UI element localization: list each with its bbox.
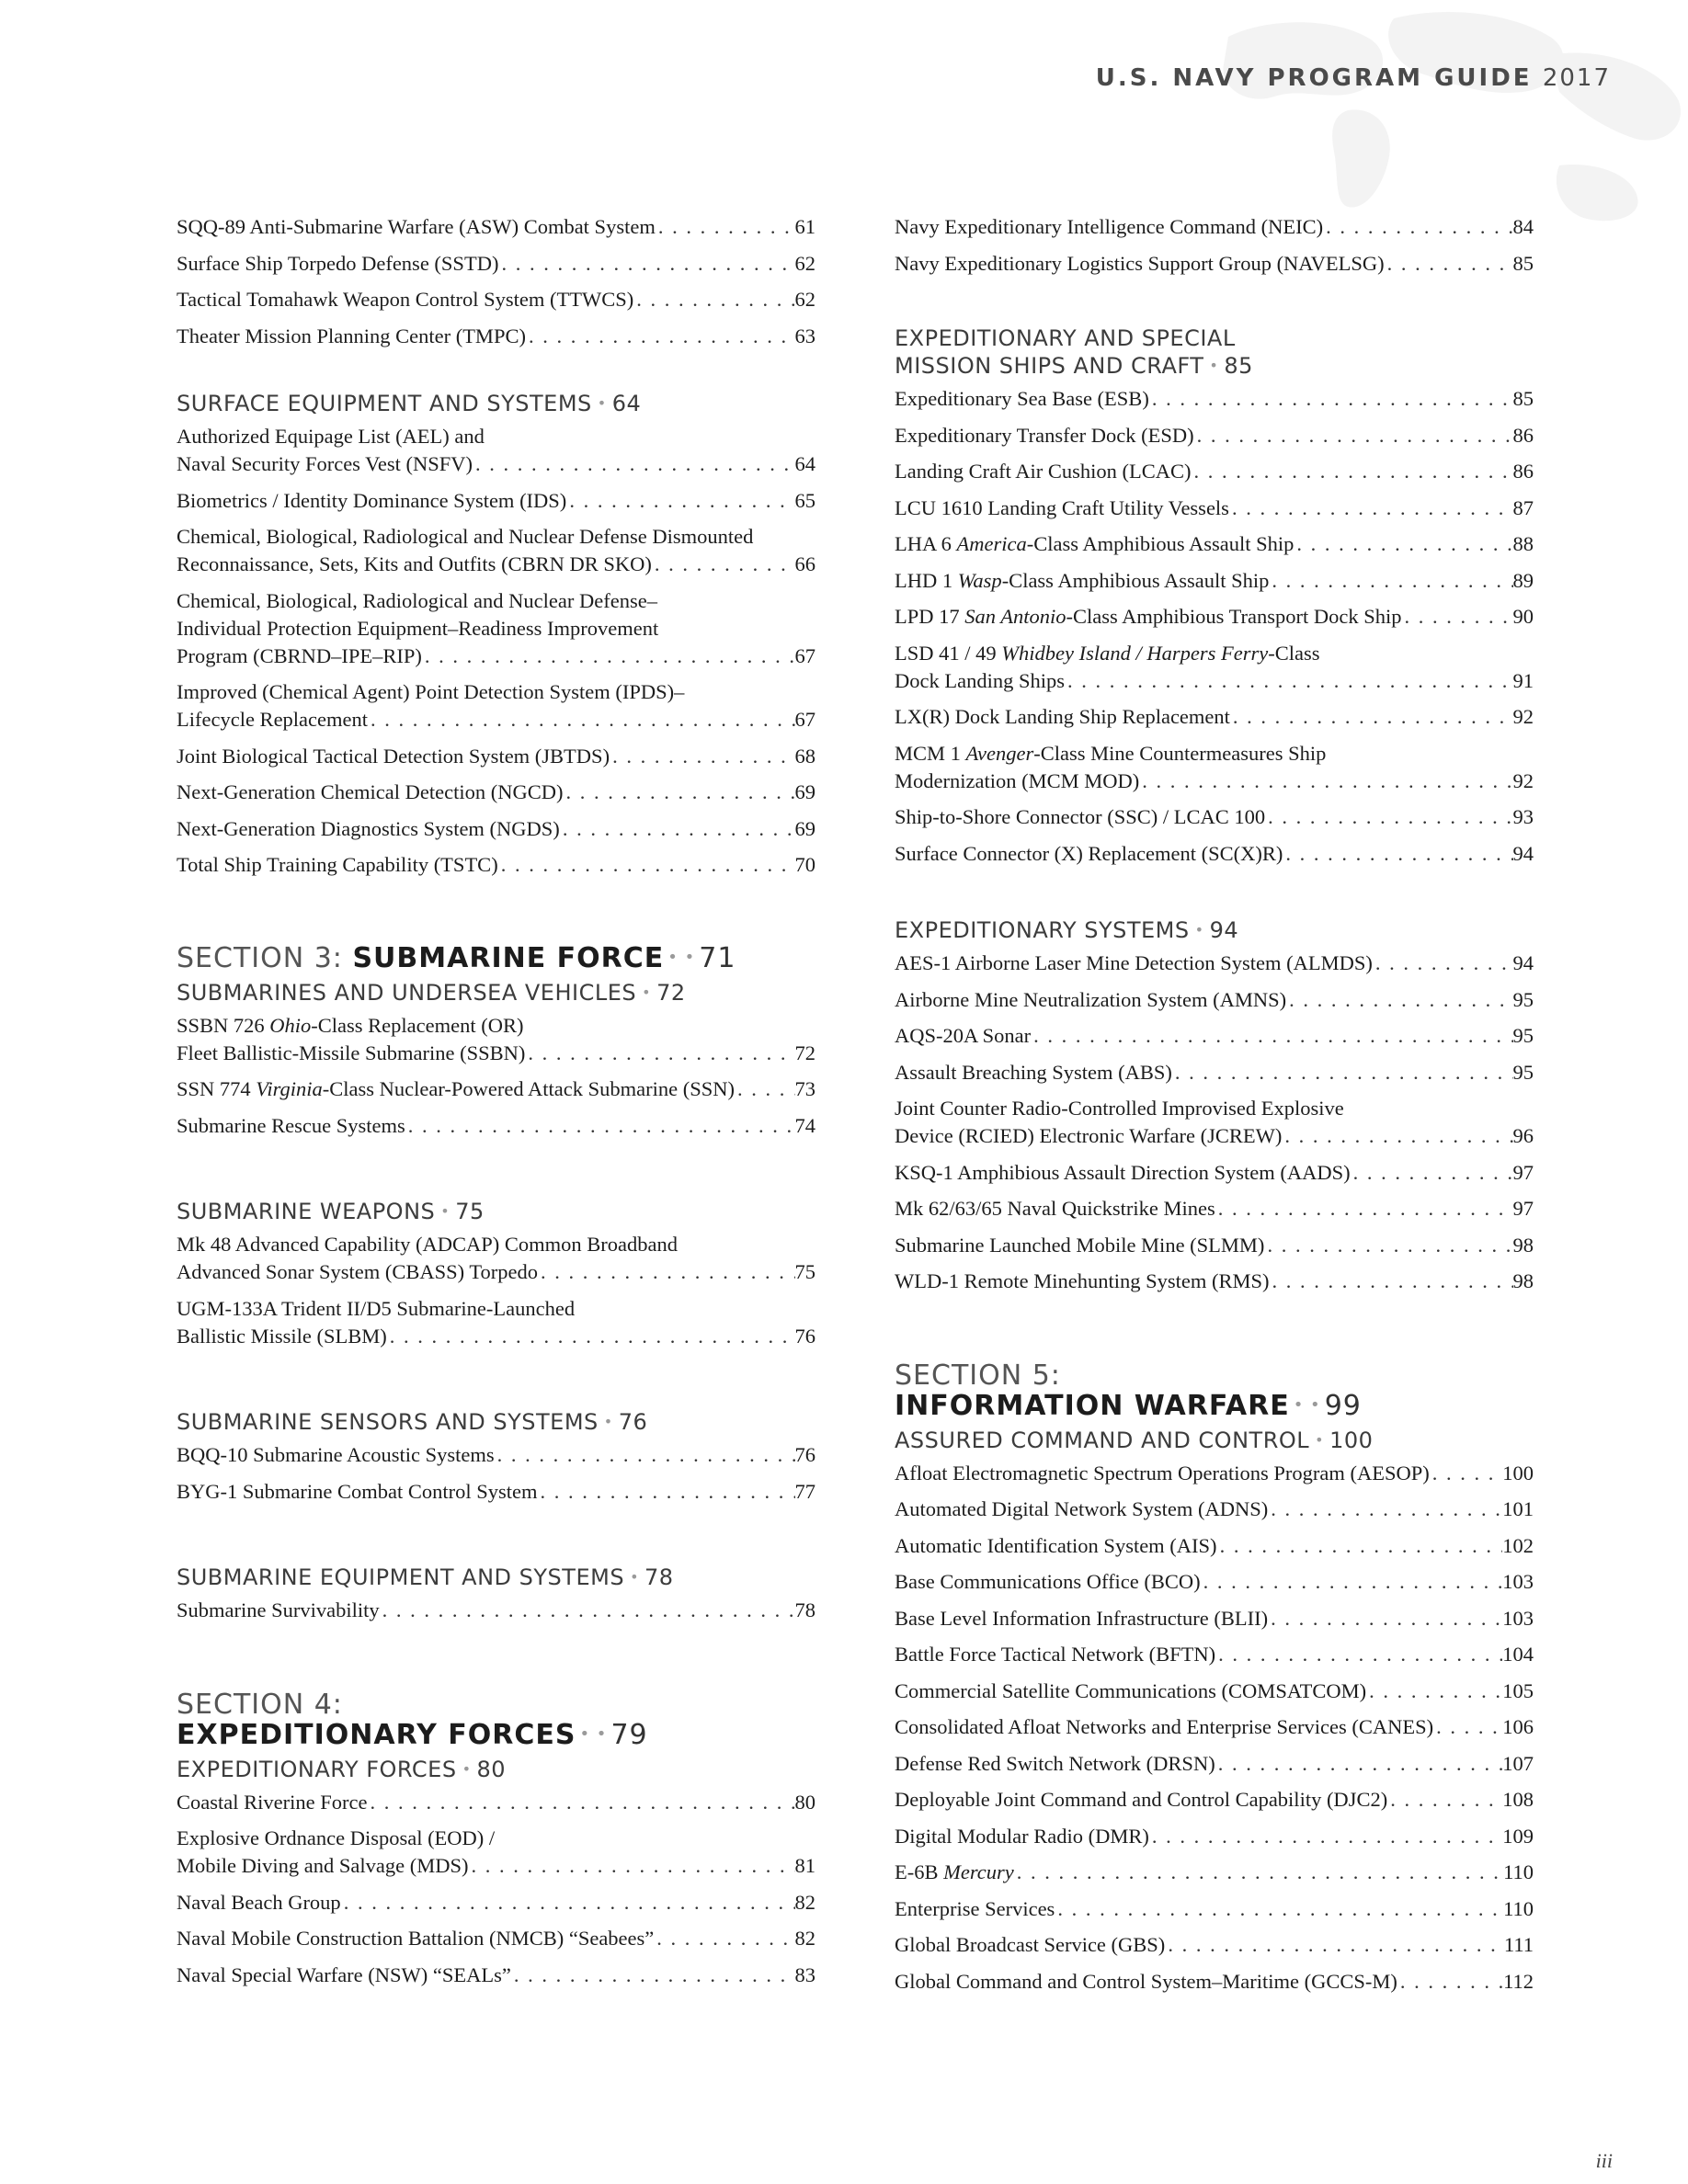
toc-entry [895, 603, 1534, 631]
toc-entry [177, 1478, 815, 1506]
toc-entry [177, 779, 815, 806]
toc-page-number: 63 [794, 324, 815, 347]
dot-leader [1294, 530, 1512, 558]
toc-entry-title: LHA 6 America-Class Amphibious Assault Ship [895, 532, 1295, 555]
dot-leader [1149, 1823, 1502, 1850]
toc-page-number: 103 [1502, 1570, 1534, 1593]
toc-entry [177, 1012, 815, 1067]
dot-leader [1269, 1268, 1512, 1295]
toc-entry [177, 1441, 815, 1469]
page-folio: iii [1595, 2149, 1613, 2172]
toc-entry-title: Expeditionary Transfer Dock (ESD) [895, 423, 1194, 447]
toc-entry-title: Navy Expeditionary Intelligence Command (NEIC) [895, 215, 1324, 238]
toc-page-number: 65 [794, 488, 815, 512]
toc-page-number: 74 [794, 1113, 815, 1137]
dot-leader [1217, 1532, 1503, 1560]
toc-entry-title: Coastal Riverine Force [177, 1790, 368, 1814]
toc-entry-title: MCM 1 Avenger-Class Mine Countermeasures Ship [895, 741, 1327, 765]
toc-page-number: 73 [794, 1077, 815, 1100]
toc-entry-title: SSBN 726 Ohio-Class Replacement (OR) [177, 1013, 524, 1037]
toc-entry [177, 213, 815, 241]
toc-page-number: 64 [794, 452, 815, 475]
toc-page-number: 76 [794, 1324, 815, 1348]
toc-entry-title: Lifecycle Replacement [177, 708, 369, 731]
toc-entry [895, 1895, 1534, 1923]
dot-leader [538, 1258, 795, 1286]
dot-leader [1191, 458, 1512, 485]
dot-leader [511, 1962, 795, 1989]
toc-entry [895, 1460, 1534, 1487]
toc-page-number: 70 [794, 853, 815, 876]
dot-leader [1433, 1713, 1502, 1741]
toc-page-number: 88 [1512, 532, 1534, 555]
toc-left-column [177, 213, 815, 1997]
subsection-heading: EXPEDITIONARY SYSTEMS • 94 [895, 917, 1239, 943]
toc-entry-title: Battle Force Tactical Network (BFTN) [895, 1643, 1216, 1666]
toc-entry [895, 1268, 1534, 1295]
dot-leader [526, 323, 795, 350]
toc-page-number: 97 [1512, 1197, 1534, 1220]
toc-entry-title: Naval Mobile Construction Battalion (NMCB) “Seabees” [177, 1927, 655, 1950]
dot-leader [473, 450, 794, 478]
toc-entry [895, 803, 1534, 831]
toc-page-number: 86 [1512, 423, 1534, 447]
toc-page-number: 69 [794, 816, 815, 840]
toc-entry-title: Authorized Equipage List (AEL) and [177, 425, 485, 448]
dot-leader [652, 551, 795, 578]
toc-page-number: 67 [794, 643, 815, 667]
dot-leader [1229, 495, 1513, 522]
section-heading: SECTION 3: SUBMARINE FORCE • • 71 [177, 941, 736, 974]
dot-leader [1373, 950, 1513, 977]
toc-entry [895, 703, 1534, 731]
toc-page-number: 77 [794, 1479, 815, 1503]
toc-entry [177, 1962, 815, 1989]
toc-entry-title: Naval Special Warfare (NSW) “SEALs” [177, 1962, 511, 1986]
toc-entry [177, 1825, 815, 1880]
toc-entry-title: Advanced Sonar System (CBASS) Torpedo [177, 1260, 538, 1283]
toc-entry-title: Theater Mission Planning Center (TMPC) [177, 324, 526, 347]
toc-entry [895, 1968, 1534, 1996]
toc-entry-title: E-6B Mercury [895, 1860, 1014, 1883]
toc-entry-title: Surface Connector (X) Replacement (SC(X)R) [895, 841, 1283, 865]
toc-page-number: 95 [1512, 1060, 1534, 1084]
toc-page-number: 78 [794, 1598, 815, 1621]
toc-entry-title: Device (RCIED) Electronic Warfare (JCREW) [895, 1124, 1283, 1147]
subsection-heading: EXPEDITIONARY AND SPECIAL MISSION SHIPS AND CRAFT • 85 [895, 325, 1253, 379]
toc-page-number: 92 [1512, 705, 1534, 728]
toc-entry-title: Submarine Survivability [177, 1598, 380, 1621]
toc-entry-title: Automatic Identification System (AIS) [895, 1533, 1217, 1557]
toc-entry [177, 487, 815, 515]
toc-page-number: 87 [1512, 495, 1534, 519]
toc-entry [895, 1605, 1534, 1632]
toc-entry-title: Tactical Tomahawk Weapon Control System (TTWCS) [177, 288, 634, 311]
world-map-watermark [1118, 0, 1688, 239]
toc-page-number: 85 [1512, 251, 1534, 275]
toc-entry-title: SQQ-89 Anti-Submarine Warfare (ASW) Combat System [177, 215, 656, 238]
subsection-heading: SUBMARINE SENSORS AND SYSTEMS • 76 [177, 1409, 648, 1435]
dot-leader [1265, 803, 1512, 831]
toc-entry-title: Landing Craft Air Cushion (LCAC) [895, 460, 1192, 483]
toc-entry-title: Global Broadcast Service (GBS) [895, 1933, 1166, 1956]
toc-entry-title: Ship-to-Shore Connector (SSC) / LCAC 100 [895, 805, 1266, 828]
dot-leader [656, 213, 795, 241]
toc-page-number: 80 [794, 1790, 815, 1814]
dot-leader [495, 1441, 795, 1469]
toc-page-number: 86 [1512, 460, 1534, 483]
toc-page-number: 93 [1512, 805, 1534, 828]
dot-leader [566, 487, 794, 515]
toc-entry-title: Commercial Satellite Communications (COMSATCOM) [895, 1678, 1367, 1702]
toc-entry [177, 678, 815, 734]
toc-page-number: 96 [1512, 1124, 1534, 1147]
toc-entry-title: KSQ-1 Amphibious Assault Direction System (AADS) [895, 1160, 1351, 1184]
dot-leader [1366, 1678, 1502, 1705]
toc-entry-title: Defense Red Switch Network (DRSN) [895, 1751, 1215, 1775]
toc-entry-title: Base Communications Office (BCO) [895, 1570, 1201, 1593]
toc-entry [895, 1786, 1534, 1814]
toc-entry [895, 1022, 1534, 1050]
toc-entry-title: Submarine Launched Mobile Mine (SLMM) [895, 1233, 1265, 1257]
section-heading: SECTION 4: EXPEDITIONARY FORCES • • 79 [177, 1688, 648, 1751]
dot-leader [422, 643, 795, 670]
toc-entry-title: Next-Generation Diagnostics System (NGDS) [177, 816, 560, 840]
section-heading: SECTION 5: INFORMATION WARFARE • • 99 [895, 1359, 1362, 1422]
dot-leader [1149, 385, 1513, 413]
toc-entry-title: Modernization (MCM MOD) [895, 768, 1140, 792]
toc-entry-title: BYG-1 Submarine Combat Control System [177, 1479, 538, 1503]
toc-entry [895, 422, 1534, 449]
dot-leader [468, 1852, 794, 1880]
toc-entry [895, 1496, 1534, 1523]
subsection-heading: EXPEDITIONARY FORCES • 80 [177, 1756, 507, 1782]
header-title: U.S. NAVY PROGRAM GUIDE [1095, 64, 1533, 92]
dot-leader [498, 851, 795, 879]
toc-entry-title: Ballistic Missile (SLBM) [177, 1324, 387, 1348]
toc-entry-title: Consolidated Afloat Networks and Enterprise Services (CANES) [895, 1715, 1434, 1738]
toc-entry-title: Fleet Ballistic-Missile Submarine (SSBN) [177, 1041, 526, 1064]
toc-entry-title: BQQ-10 Submarine Acoustic Systems [177, 1443, 495, 1466]
toc-entry [177, 1789, 815, 1816]
toc-page-number: 75 [794, 1260, 815, 1283]
toc-entry [895, 1750, 1534, 1778]
toc-entry [177, 815, 815, 843]
toc-entry [177, 1231, 815, 1286]
toc-right-column [895, 213, 1534, 2004]
toc-page-number: 110 [1503, 1860, 1534, 1883]
toc-entry [895, 1159, 1534, 1187]
running-header [1096, 64, 1611, 92]
toc-page-number: 76 [794, 1443, 815, 1466]
toc-page-number: 94 [1512, 841, 1534, 865]
dot-leader [1065, 667, 1513, 695]
toc-page-number: 104 [1502, 1643, 1534, 1666]
toc-page-number: 82 [794, 1927, 815, 1950]
toc-page-number: 106 [1502, 1715, 1534, 1738]
toc-entry [177, 286, 815, 313]
toc-page-number: 103 [1502, 1606, 1534, 1630]
dot-leader [1194, 422, 1513, 449]
dot-leader [341, 1889, 795, 1917]
toc-entry [895, 567, 1534, 595]
toc-entry [895, 1641, 1534, 1668]
toc-entry [895, 1532, 1534, 1560]
toc-page-number: 69 [794, 780, 815, 803]
toc-entry-title: LSD 41 / 49 Whidbey Island / Harpers Ferry-Class [895, 641, 1320, 665]
toc-entry-title: Mk 48 Advanced Capability (ADCAP) Common Broadband [177, 1233, 678, 1256]
toc-page-number: 101 [1502, 1497, 1534, 1520]
dot-leader [1282, 1122, 1512, 1150]
dot-leader [1172, 1059, 1513, 1086]
toc-entry-title: AQS-20A Sonar [895, 1024, 1032, 1047]
toc-entry [895, 1859, 1534, 1886]
toc-entry-title: Expeditionary Sea Base (ESB) [895, 387, 1149, 410]
dot-leader [405, 1112, 795, 1140]
toc-entry [177, 1597, 815, 1624]
dot-leader [1269, 567, 1512, 595]
toc-entry-title: Digital Modular Radio (DMR) [895, 1824, 1149, 1848]
toc-entry-title: Chemical, Biological, Radiological and Nuclear Defense– [177, 588, 657, 612]
dot-leader [1351, 1159, 1513, 1187]
dot-leader [1286, 986, 1512, 1014]
header-year: 2017 [1542, 64, 1611, 92]
toc-entry [177, 1075, 815, 1103]
toc-page-number: 67 [794, 708, 815, 731]
toc-entry-title: Naval Security Forces Vest (NSFV) [177, 452, 473, 475]
dot-leader [1014, 1859, 1503, 1886]
toc-entry-title: LX(R) Dock Landing Ship Replacement [895, 705, 1230, 728]
dot-leader [654, 1925, 794, 1952]
toc-entry [177, 851, 815, 879]
toc-entry [177, 250, 815, 278]
toc-entry [895, 1931, 1534, 1959]
subsection-heading: SUBMARINE WEAPONS • 75 [177, 1199, 485, 1224]
toc-entry-title: Joint Counter Radio-Controlled Improvised Explosive [895, 1097, 1344, 1120]
toc-entry [895, 1232, 1534, 1259]
toc-page-number: 62 [794, 288, 815, 311]
toc-entry [895, 385, 1534, 413]
toc-entry [895, 213, 1534, 241]
dot-leader [1402, 603, 1513, 631]
dot-leader [1230, 703, 1513, 731]
toc-entry-title: Base Level Information Infrastructure (BLII) [895, 1606, 1269, 1630]
toc-entry-title: Afloat Electromagnetic Spectrum Operations Program (AESOP) [895, 1461, 1430, 1484]
toc-page-number: 95 [1512, 987, 1534, 1011]
toc-page-number: 82 [794, 1890, 815, 1914]
toc-page-number: 92 [1512, 768, 1534, 792]
toc-entry [895, 250, 1534, 278]
toc-entry [895, 1059, 1534, 1086]
subsection-heading: SUBMARINES AND UNDERSEA VEHICLES • 72 [177, 979, 686, 1006]
toc-entry-title: Airborne Mine Neutralization System (AMNS) [895, 987, 1287, 1011]
dot-leader [1268, 1496, 1502, 1523]
toc-entry-title: LPD 17 San Antonio-Class Amphibious Transport Dock Ship [895, 605, 1402, 628]
toc-entry [177, 523, 815, 578]
toc-entry [895, 986, 1534, 1014]
toc-entry [177, 1925, 815, 1952]
dot-leader [1397, 1968, 1503, 1996]
dot-leader [735, 1075, 795, 1103]
toc-page-number: 81 [794, 1854, 815, 1877]
dot-leader [610, 743, 794, 770]
toc-entry-title: Navy Expeditionary Logistics Support Group (NAVELSG) [895, 251, 1385, 275]
toc-page-number: 89 [1512, 568, 1534, 592]
dot-leader [387, 1323, 795, 1350]
toc-entry-title: Naval Beach Group [177, 1890, 341, 1914]
toc-page-number: 72 [794, 1041, 815, 1064]
toc-page-number: 109 [1502, 1824, 1534, 1848]
toc-page-number: 111 [1503, 1933, 1534, 1956]
toc-entry-title: Joint Biological Tactical Detection System (JBTDS) [177, 744, 610, 768]
dot-leader [1215, 1750, 1503, 1778]
toc-page-number: 66 [794, 552, 815, 575]
toc-entry [895, 950, 1534, 977]
dot-leader [1215, 1195, 1513, 1223]
toc-entry-title: Total Ship Training Capability (TSTC) [177, 853, 498, 876]
dot-leader [1387, 1786, 1502, 1814]
dot-leader [560, 815, 795, 843]
toc-entry [177, 423, 815, 478]
toc-entry-title: Assault Breaching System (ABS) [895, 1060, 1172, 1084]
toc-entry [895, 840, 1534, 868]
dot-leader [498, 250, 794, 278]
toc-entry-title: Biometrics / Identity Dominance System (IDS) [177, 488, 567, 512]
toc-page-number: 97 [1512, 1160, 1534, 1184]
toc-entry-title: Submarine Rescue Systems [177, 1113, 405, 1137]
dot-leader [563, 779, 794, 806]
subsection-heading: SUBMARINE EQUIPMENT AND SYSTEMS • 78 [177, 1564, 674, 1590]
toc-entry-title: Automated Digital Network System (ADNS) [895, 1497, 1269, 1520]
toc-page-number: 61 [794, 215, 815, 238]
toc-entry [895, 640, 1534, 695]
toc-entry [177, 1889, 815, 1917]
toc-entry-title: Global Command and Control System–Maritime (GCCS-M) [895, 1969, 1397, 1993]
dot-leader [1264, 1232, 1512, 1259]
toc-entry-title: Program (CBRND–IPE–RIP) [177, 643, 422, 667]
toc-page-number: 105 [1502, 1678, 1534, 1702]
dot-leader [367, 1789, 794, 1816]
toc-entry-title: Mk 62/63/65 Naval Quickstrike Mines [895, 1197, 1215, 1220]
toc-entry [895, 1195, 1534, 1223]
dot-leader [1201, 1568, 1503, 1596]
toc-entry-title: Reconnaissance, Sets, Kits and Outfits (CBRN DR SKO) [177, 552, 652, 575]
toc-entry [895, 1678, 1534, 1705]
dot-leader [1430, 1460, 1503, 1487]
toc-page-number: 94 [1512, 951, 1534, 974]
toc-entry-title: LHD 1 Wasp-Class Amphibious Assault Ship [895, 568, 1270, 592]
toc-entry-title: Mobile Diving and Salvage (MDS) [177, 1854, 469, 1877]
dot-leader [1165, 1931, 1504, 1959]
dot-leader [538, 1478, 795, 1506]
dot-leader [525, 1040, 794, 1067]
toc-entry-title: WLD-1 Remote Minehunting System (RMS) [895, 1269, 1270, 1292]
toc-page-number: 108 [1502, 1788, 1534, 1811]
toc-page-number: 83 [794, 1962, 815, 1986]
toc-entry-title: Surface Ship Torpedo Defense (SSTD) [177, 251, 499, 275]
toc-entry-title: Enterprise Services [895, 1896, 1055, 1920]
dot-leader [1031, 1022, 1512, 1050]
dot-leader [633, 286, 794, 313]
dot-leader [1215, 1641, 1502, 1668]
toc-entry-title: AES-1 Airborne Laser Mine Detection System (ALMDS) [895, 951, 1373, 974]
toc-entry [895, 1823, 1534, 1850]
toc-entry [895, 530, 1534, 558]
toc-page-number: 84 [1512, 215, 1534, 238]
toc-entry [895, 740, 1534, 795]
toc-entry [895, 495, 1534, 522]
toc-entry-title: Individual Protection Equipment–Readiness Improvement [177, 616, 659, 640]
toc-entry [177, 743, 815, 770]
dot-leader [1385, 250, 1513, 278]
toc-page-number: 91 [1512, 668, 1534, 692]
dot-leader [1283, 840, 1512, 868]
toc-page-number: 85 [1512, 387, 1534, 410]
toc-entry-title: UGM-133A Trident II/D5 Submarine-Launched [177, 1296, 576, 1320]
toc-page-number: 102 [1502, 1533, 1534, 1557]
toc-entry-title: Next-Generation Chemical Detection (NGCD) [177, 780, 564, 803]
toc-page-number: 98 [1512, 1269, 1534, 1292]
dot-leader [368, 706, 794, 734]
toc-entry [177, 587, 815, 670]
dot-leader [380, 1597, 795, 1624]
toc-page-number: 100 [1502, 1461, 1534, 1484]
toc-entry [177, 1112, 815, 1140]
subsection-heading: ASSURED COMMAND AND CONTROL • 100 [895, 1427, 1374, 1453]
toc-entry-title: Dock Landing Ships [895, 668, 1065, 692]
toc-page-number: 110 [1503, 1896, 1534, 1920]
dot-leader [1139, 768, 1512, 795]
toc-entry [177, 1295, 815, 1350]
dot-leader [1323, 213, 1512, 241]
toc-entry-title: Improved (Chemical Agent) Point Detection System (IPDS)– [177, 680, 685, 703]
toc-page-number: 98 [1512, 1233, 1534, 1257]
toc-entry-title: LCU 1610 Landing Craft Utility Vessels [895, 495, 1229, 519]
dot-leader [1268, 1605, 1502, 1632]
toc-page-number: 68 [794, 744, 815, 768]
toc-page-number: 62 [794, 251, 815, 275]
toc-page-number: 90 [1512, 605, 1534, 628]
toc-page-number: 112 [1503, 1969, 1534, 1993]
toc-entry [895, 458, 1534, 485]
dot-leader [1055, 1895, 1503, 1923]
toc-page-number: 107 [1502, 1751, 1534, 1775]
toc-entry [177, 323, 815, 350]
toc-entry [895, 1568, 1534, 1596]
toc-page-number: 95 [1512, 1024, 1534, 1047]
subsection-heading: SURFACE EQUIPMENT AND SYSTEMS • 64 [177, 391, 642, 416]
toc-entry-title: Chemical, Biological, Radiological and Nuclear Defense Dismounted [177, 525, 754, 548]
toc-entry-title: Explosive Ordnance Disposal (EOD) / [177, 1826, 496, 1849]
toc-entry-title: Deployable Joint Command and Control Capability (DJC2) [895, 1788, 1388, 1811]
toc-entry [895, 1713, 1534, 1741]
toc-entry-title: SSN 774 Virginia-Class Nuclear-Powered Attack Submarine (SSN) [177, 1077, 735, 1100]
toc-entry [895, 1095, 1534, 1150]
